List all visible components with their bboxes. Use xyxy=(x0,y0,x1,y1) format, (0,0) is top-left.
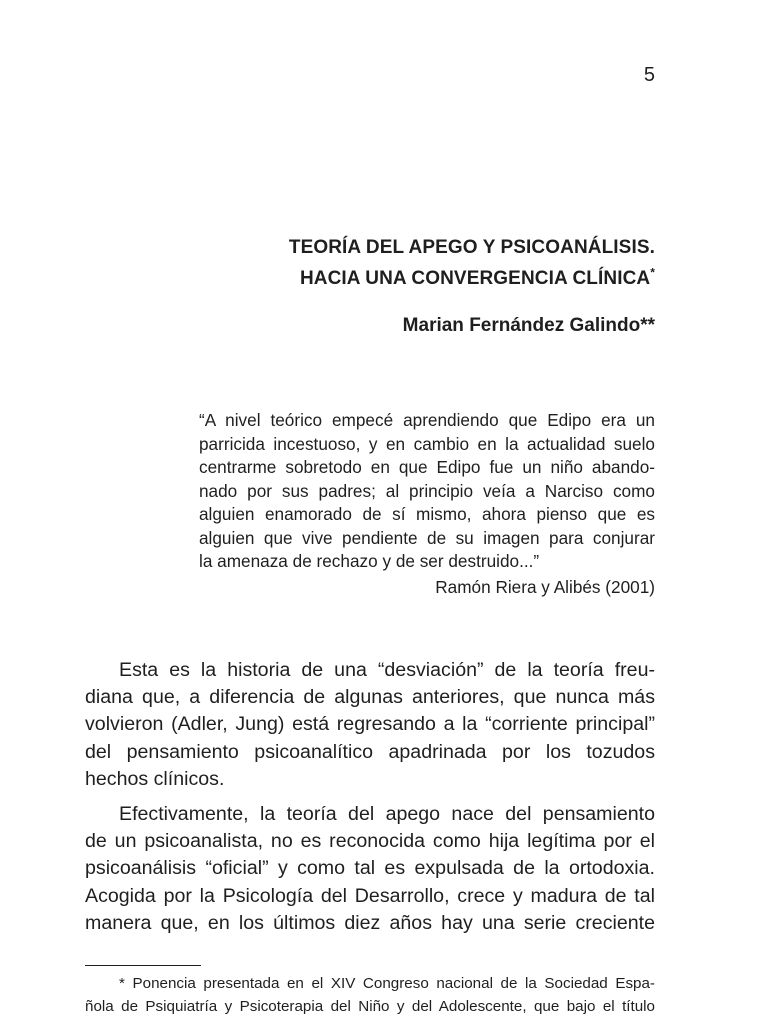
epigraph-line: alguien que vive pendiente de su imagen para conjurar xyxy=(199,527,655,548)
epigraph-source: Ramón Riera y Alibés (2001) xyxy=(435,577,655,597)
chapter-title xyxy=(289,232,655,294)
body-line: diana que, a diferencia de algunas anteriores, que nunca más xyxy=(85,686,655,709)
body-line: hechos clínicos. xyxy=(85,767,225,790)
epigraph-line: parricida incestuoso, y en cambio en la actualidad suelo xyxy=(199,433,655,454)
chapter-title-line-2 xyxy=(289,263,655,294)
epigraph-line: “A nivel teórico empecé aprendiendo que Edipo era un xyxy=(199,410,655,430)
body-line: Acogida por la Psicología del Desarrollo, crece y madura de tal xyxy=(85,884,655,907)
body-text xyxy=(85,657,655,937)
epigraph-line: nado por sus padres; al principio veía a Narciso como xyxy=(199,480,655,501)
page-number: 5 xyxy=(643,64,655,86)
footnote-line: * Ponencia presentada en el XIV Congreso nacional de la Sociedad Espa- xyxy=(119,975,655,992)
footnotes xyxy=(85,972,655,1018)
paragraph-gap xyxy=(85,793,655,801)
author-name: Marian Fernández Galindo** xyxy=(402,315,655,336)
chapter-title-line-2-text: HACIA UNA CONVERGENCIA CLÍNICA xyxy=(299,268,651,289)
body-line: volvieron (Adler, Jung) está regresando a la “corriente principal” xyxy=(85,713,655,736)
epigraph-quote xyxy=(199,409,655,574)
body-line: Esta es la historia de una “desviación” de la teoría freu- xyxy=(119,659,655,681)
body-line: manera que, en los últimos diez años hay una serie creciente xyxy=(85,911,655,934)
footnote-line: ñola de Psiquiatría y Psicoterapia del Niño y del Adolescente, que bajo el título xyxy=(85,998,655,1015)
title-footnote-mark: * xyxy=(650,265,655,280)
epigraph-line: alguien enamorado de sí mismo, ahora pienso que es xyxy=(199,504,655,524)
body-line: del pensamiento psicoanalítico apadrinada por los tozudos xyxy=(85,740,655,763)
paragraph-2 xyxy=(85,801,655,937)
body-line: Efectivamente, la teoría del apego nace del pensamiento xyxy=(119,803,655,826)
paragraph-1 xyxy=(85,657,655,793)
footnote-divider xyxy=(85,965,201,966)
chapter-title-line-1: TEORÍA DEL APEGO Y PSICOANÁLISIS. xyxy=(288,237,655,258)
body-line: psicoanálisis “oficial” y como tal es expulsada de la ortodoxia. xyxy=(85,857,655,880)
epigraph-line: la amenaza de rechazo y de ser destruido...” xyxy=(199,551,540,571)
body-line: de un psicoanalista, no es reconocida como hija legítima por el xyxy=(85,830,655,853)
epigraph-line: centrarme sobretodo en que Edipo fue un niño abando- xyxy=(199,457,655,477)
